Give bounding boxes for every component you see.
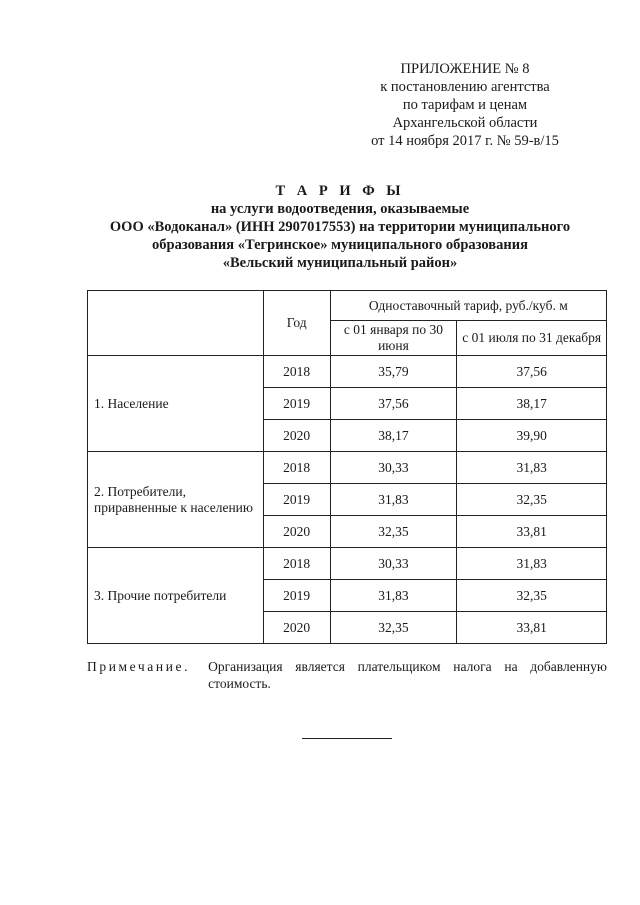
tariff-cell: 32,35 [330,612,457,644]
heading-line: на услуги водоотведения, оказываемые [210,201,470,217]
tariff-cell: 38,17 [457,388,607,420]
tariff-cell: 37,56 [330,388,457,420]
document-title: Т А Р И Ф Ы [275,183,405,199]
consumer-group: 3. Прочие потребители [88,548,264,644]
tariff-cell: 30,33 [330,548,457,580]
year-cell: 2018 [263,356,330,388]
heading-line: образования «Тегринское» муниципального образования [152,237,528,253]
tariff-cell: 32,35 [330,516,457,548]
header-tariff: Одноставочный тариф, руб./куб. м [330,291,606,321]
year-cell: 2019 [263,388,330,420]
tariff-cell: 37,56 [457,356,607,388]
year-cell: 2020 [263,420,330,452]
tariff-cell: 35,79 [330,356,457,388]
document-heading [60,182,620,272]
appendix-block [340,60,590,150]
note-text: Организация является плательщиком налога на добавленную стоимость. [208,659,607,691]
header-empty-cell [88,291,264,356]
tariff-cell: 32,35 [457,484,607,516]
tariff-cell: 30,33 [330,452,457,484]
table-row [88,548,607,580]
tariff-cell: 31,83 [457,452,607,484]
header-period-2: с 01 июля по 31 декабря [457,321,607,356]
header-year: Год [263,291,330,356]
header-period-1: с 01 января по 30 июня [330,321,457,356]
year-cell: 2018 [263,548,330,580]
consumer-group: 1. Население [88,356,264,452]
year-cell: 2019 [263,580,330,612]
heading-line: ООО «Водоканал» (ИНН 2907017553) на территории муниципального [109,219,571,235]
tariff-cell: 39,90 [457,420,607,452]
appendix-line: Архангельской области [392,115,538,131]
appendix-number: ПРИЛОЖЕНИЕ № 8 [400,61,530,77]
note-block [87,658,607,692]
appendix-line: по тарифам и ценам [402,97,528,113]
appendix-date: от 14 ноября 2017 г. № 59-в/15 [371,133,559,149]
tariff-cell: 33,81 [457,516,607,548]
appendix-line: к постановлению агентства [380,79,550,95]
tariff-cell: 31,83 [330,484,457,516]
tariff-cell: 31,83 [457,548,607,580]
table-row [88,452,607,484]
year-cell: 2020 [263,612,330,644]
closing-divider [302,738,392,739]
year-cell: 2018 [263,452,330,484]
tariff-cell: 32,35 [457,580,607,612]
tariff-cell: 31,83 [330,580,457,612]
consumer-group: 2. Потребители, приравненные к населению [88,452,264,548]
year-cell: 2020 [263,516,330,548]
heading-line: «Вельский муниципальный район» [222,255,458,271]
tariff-cell: 33,81 [457,612,607,644]
note-label: Примечание. [87,659,191,674]
year-cell: 2019 [263,484,330,516]
table-row [88,356,607,388]
tariff-table [87,290,607,644]
tariff-cell: 38,17 [330,420,457,452]
table-header-row [88,291,607,321]
